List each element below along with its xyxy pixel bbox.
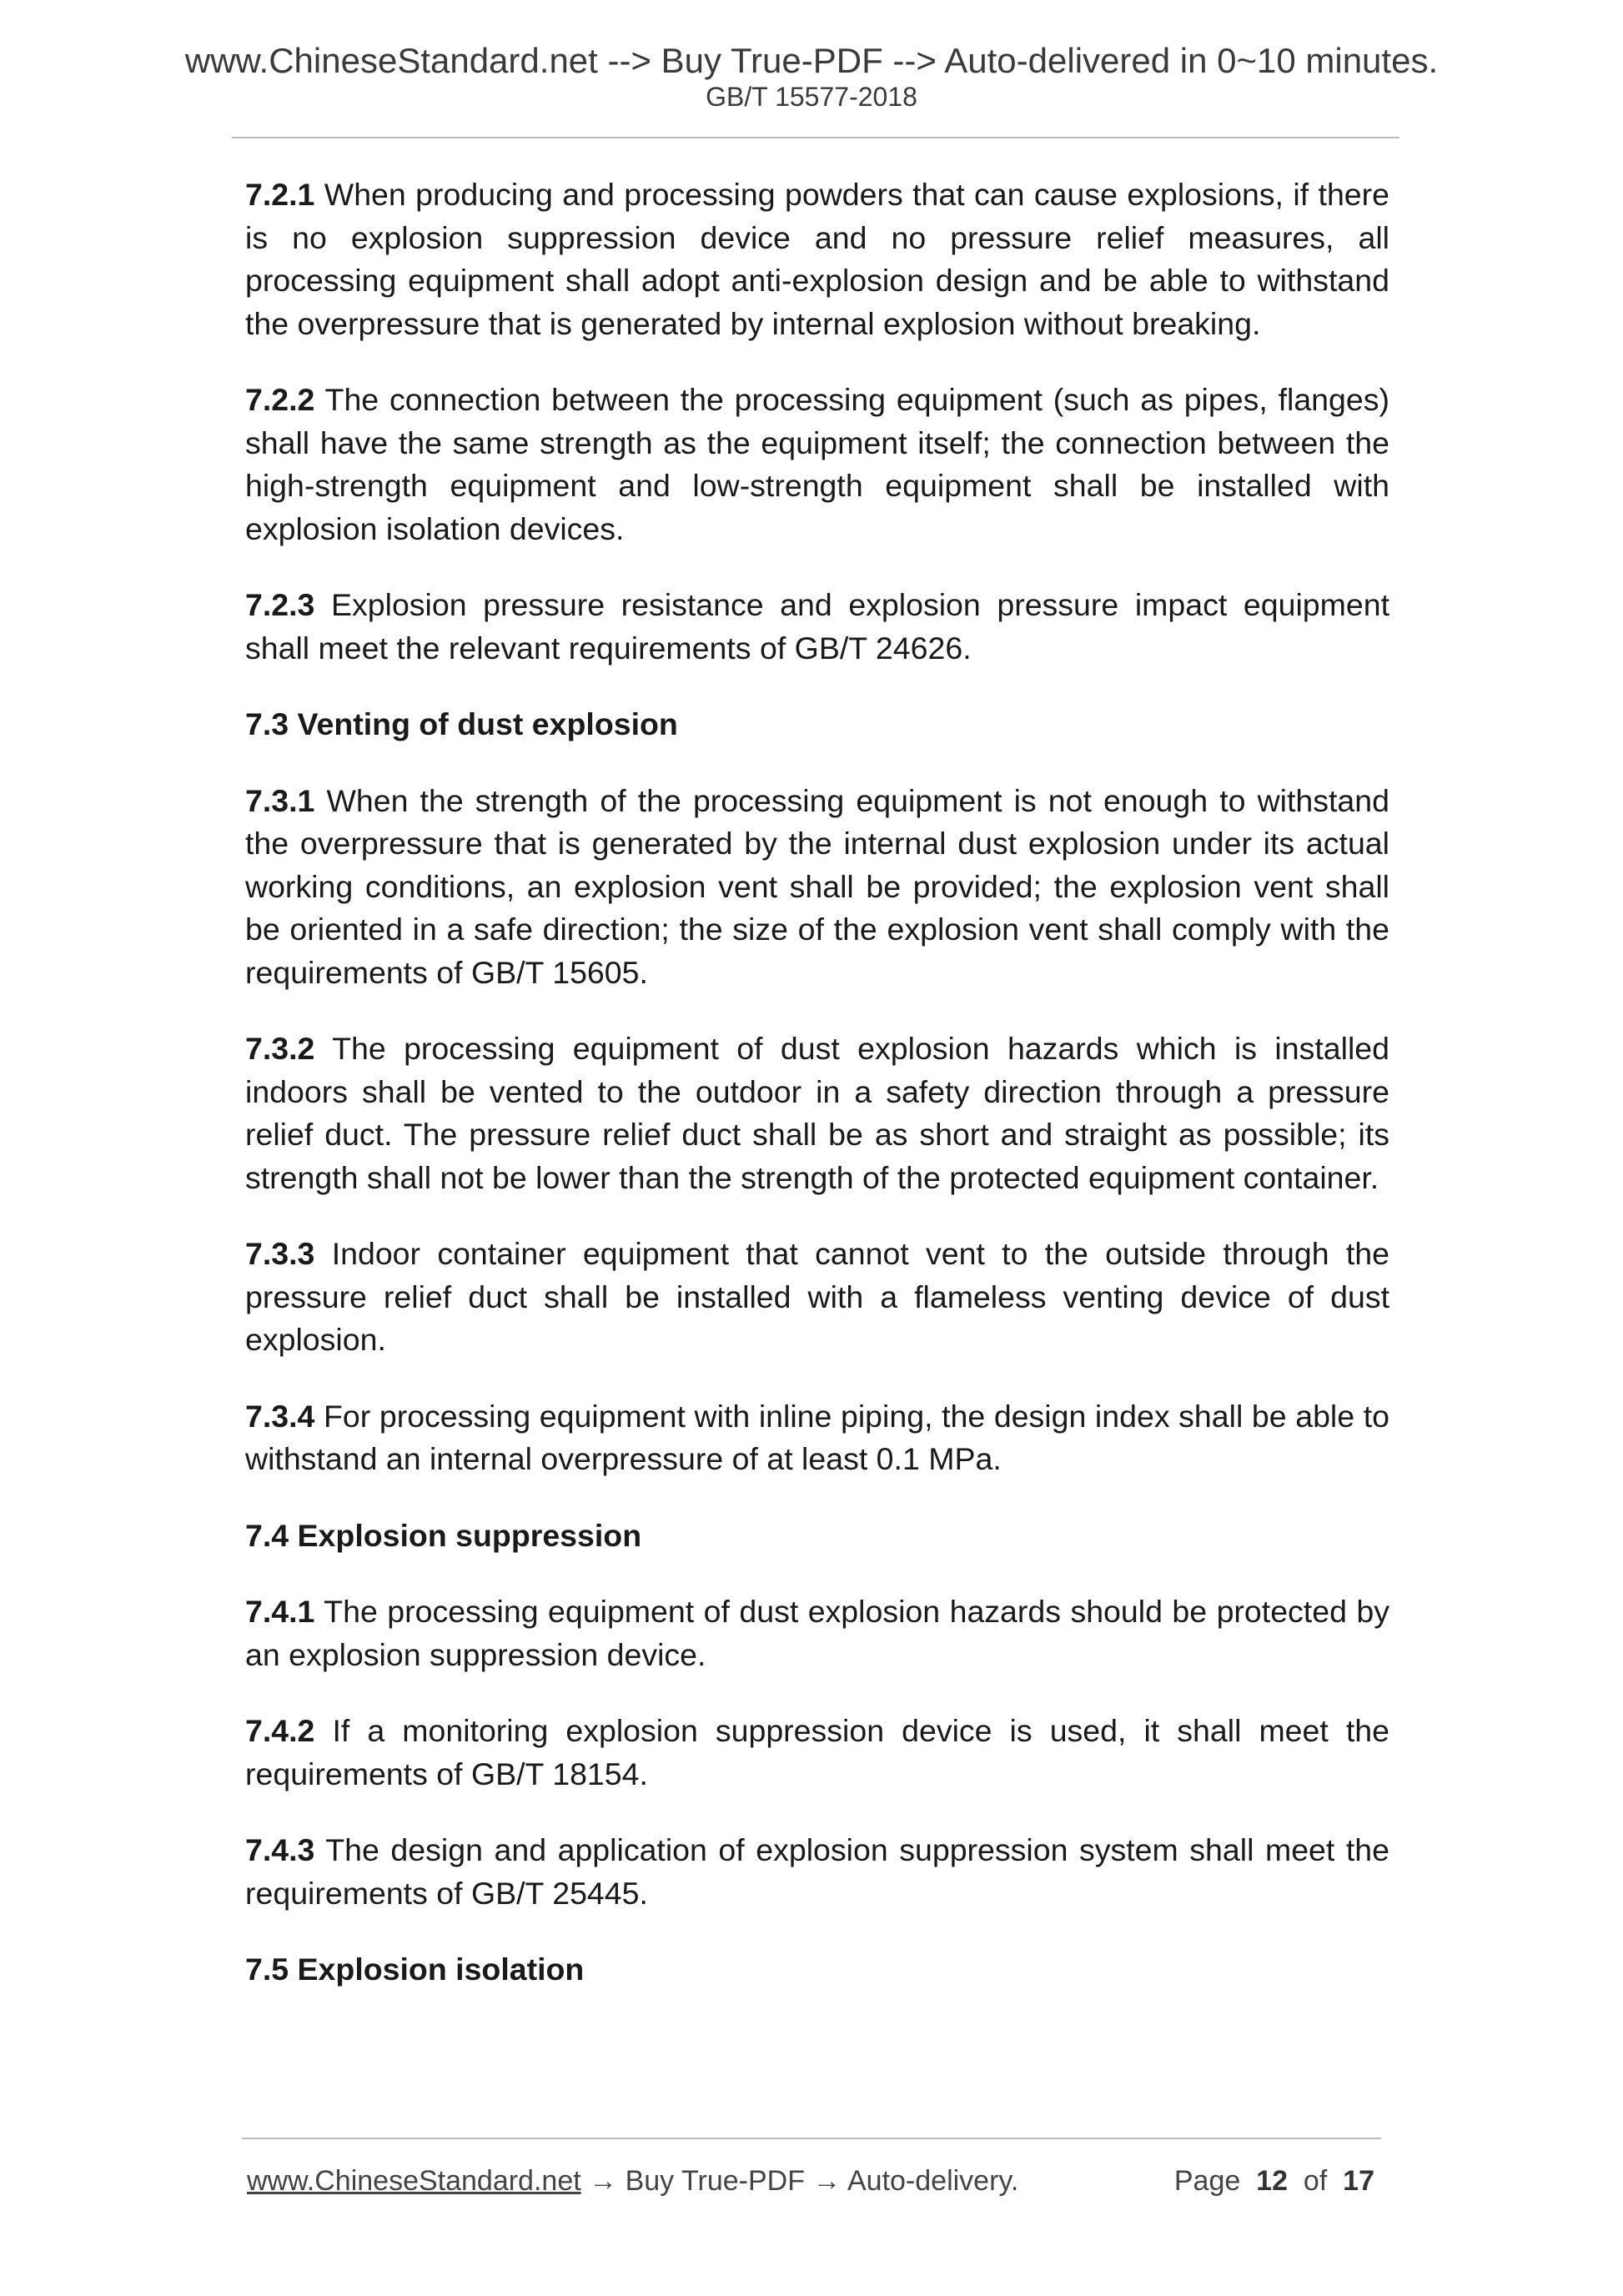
clause-text: The processing equipment of dust explosion hazards should be protected by an explosion suppression device. <box>245 1594 1389 1672</box>
footer-purchase-line <box>247 2160 1018 2202</box>
clause-text: For processing equipment with inline piping, the design index shall be able to withstand an internal overpressure of at least 0.1 MPa. <box>245 1398 1389 1476</box>
clause-text: The connection between the processing equipment (such as pipes, flanges) shall have the same strength as the equipment itself; the connection between the high-strength equipment and low-strength equipment shall be installed with explosion isolation devices. <box>245 382 1389 546</box>
clause-text: The design and application of explosion suppression system shall meet the requirements of GB/T 25445. <box>245 1832 1389 1911</box>
standard-code: GB/T 15577-2018 <box>706 82 917 112</box>
clause-text: When producing and processing powders that can cause explosions, if there is no explosion suppression device and no pressure relief measures, all processing equipment shall adopt anti-explosion design and be able to withstand the overpressure that is generated by internal explosion without breaking. <box>245 177 1389 341</box>
clause-number: 7.4.1 <box>245 1594 315 1629</box>
section-heading-7-4: 7.4 Explosion suppression <box>245 1517 642 1553</box>
clause-number: 7.2.3 <box>245 587 315 622</box>
clause-number: 7.2.1 <box>245 177 315 212</box>
footer-site-link[interactable]: www.ChineseStandard.net <box>247 2165 581 2197</box>
of-label: of <box>1303 2165 1328 2197</box>
page-footer <box>247 2160 1374 2202</box>
clause-text: If a monitoring explosion suppression device is used, it shall meet the requirements of GB/T 18154. <box>245 1713 1389 1791</box>
clause-7-4-3 <box>245 1829 1389 1915</box>
page-indicator <box>1174 2160 1374 2202</box>
clause-number: 7.3.1 <box>245 782 315 818</box>
document-body <box>245 173 1389 2025</box>
clause-7-3-1 <box>245 780 1389 995</box>
header-divider <box>232 137 1399 138</box>
clause-7-2-2 <box>245 379 1389 550</box>
clause-7-3-2 <box>245 1027 1389 1199</box>
clause-text: The processing equipment of dust explosion hazards which is installed indoors shall be vented to the outdoor in a safety direction through a pressure relief duct. The pressure relief duct shall be as short and straight as possible; its strength shall not be lower than the strength of the protected equipment container. <box>245 1031 1389 1195</box>
section-heading-7-3: 7.3 Venting of dust explosion <box>245 706 678 741</box>
clause-7-2-1 <box>245 173 1389 345</box>
clause-7-3-3 <box>245 1233 1389 1362</box>
footer-purchase-text: → Buy True-PDF → Auto-delivery. <box>580 2165 1019 2197</box>
clause-7-2-3 <box>245 584 1389 670</box>
page-label: Page <box>1173 2165 1241 2197</box>
clause-7-4-2 <box>245 1710 1389 1796</box>
site-banner: www.ChineseStandard.net --> Buy True-PDF --> Auto-delivered in 0~10 minutes. <box>184 41 1439 80</box>
clause-number: 7.4.3 <box>245 1832 315 1867</box>
clause-text: Indoor container equipment that cannot vent to the outside through the pressure relief duct shall be installed with a flameless venting device of dust explosion. <box>245 1236 1389 1357</box>
clause-number: 7.3.4 <box>245 1398 315 1434</box>
current-page-number: 12 <box>1256 2165 1288 2197</box>
section-heading-7-5: 7.5 Explosion isolation <box>245 1952 585 1987</box>
clause-number: 7.2.2 <box>245 382 315 417</box>
total-page-count: 17 <box>1343 2165 1374 2197</box>
clause-number: 7.3.3 <box>245 1236 315 1271</box>
clause-text: When the strength of the processing equipment is not enough to withstand the overpressure that is generated by the internal dust explosion under its actual working conditions, an explosion vent shall be provided; the explosion vent shall be oriented in a safe direction; the size of the explosion vent shall comply with the requirements of GB/T 15605. <box>245 782 1389 990</box>
clause-number: 7.3.2 <box>245 1031 315 1066</box>
clause-number: 7.4.2 <box>245 1713 315 1748</box>
clause-7-4-1 <box>245 1590 1389 1676</box>
clause-7-3-4 <box>245 1395 1389 1481</box>
clause-text: Explosion pressure resistance and explosion pressure impact equipment shall meet the relevant requirements of GB/T 24626. <box>245 587 1389 666</box>
footer-divider <box>242 2138 1381 2139</box>
